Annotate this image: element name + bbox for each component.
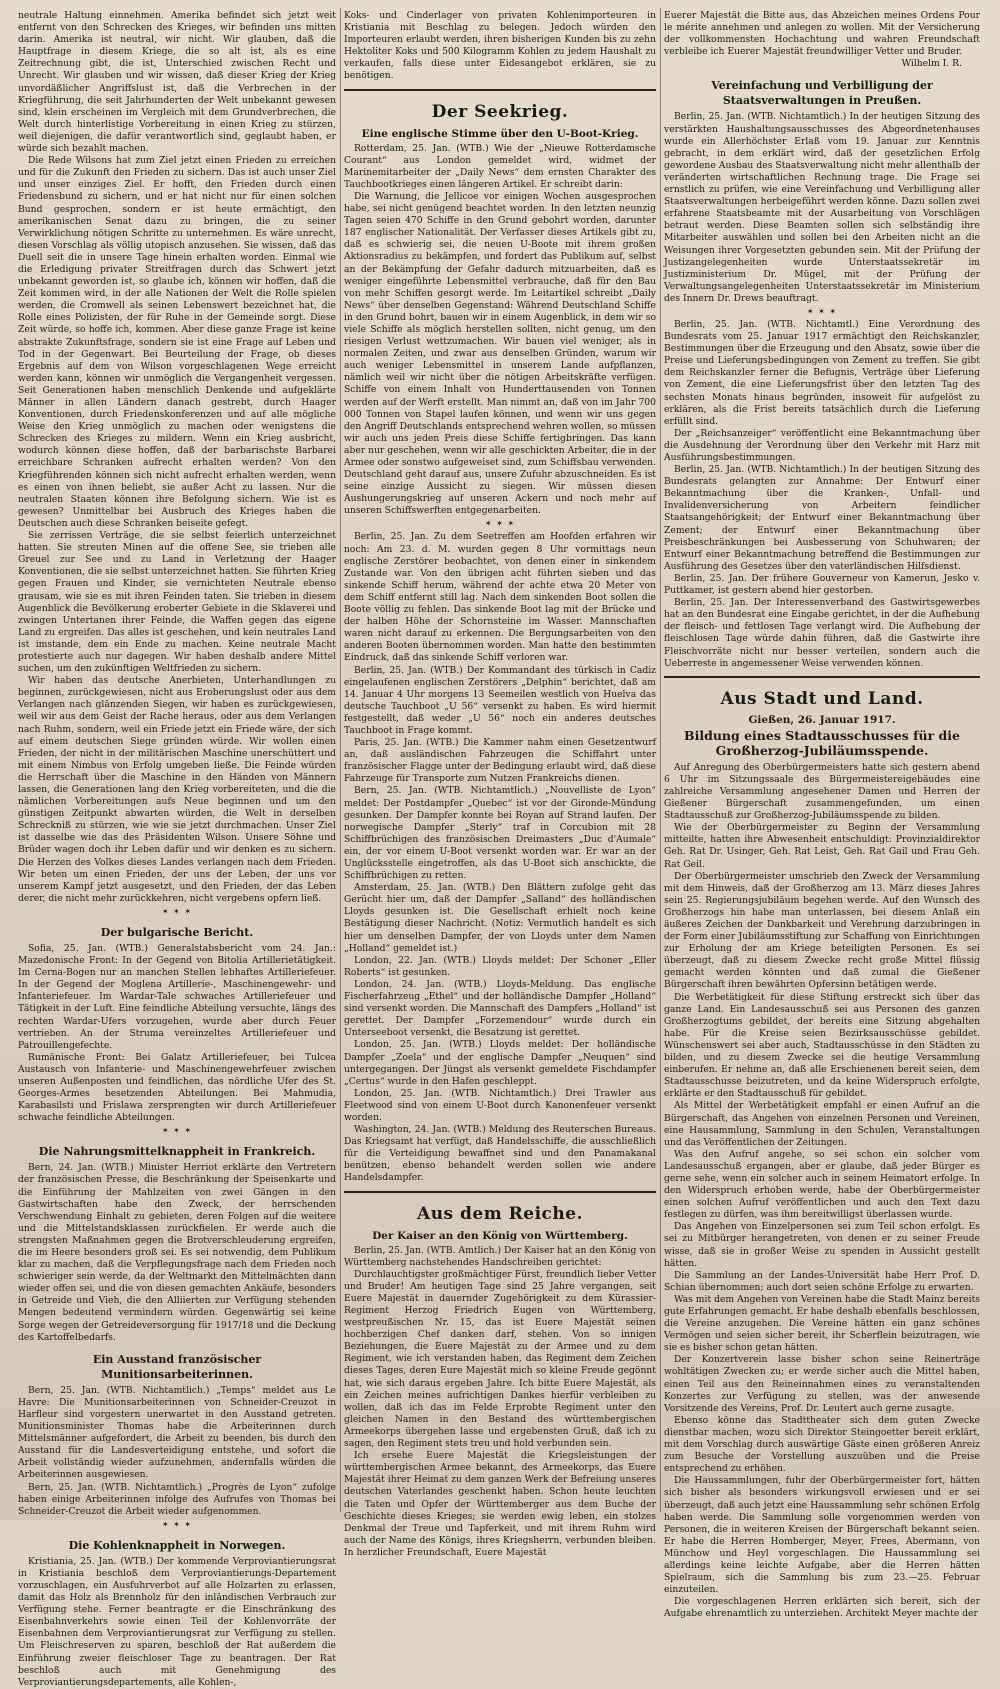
article-paragraph: Berlin, 25. Jan. (WTB.) Der Kommandant des türkisch in Cadiz eingelaufenen englischen Zerstörers „Delphin“ berichtet, daß am 14. Januar 4 Uhr morgens 13 Seemeilen westlich von Huelva das deutsche Tauchboot „U 56“ versenkt zu haben. Es wird hiermit festgestellt, daß weder „U 56“ noch ein anderes deutsches Tauchboot in Frage kommt. — [344, 664, 656, 736]
article-paragraph: Was den Aufruf angehe, so sei schon ein solcher vom Landesausschuß ergangen, aber er glaube, daß jeder Bürger es gerne sehe, wenn ein solcher auch in seinem Heimatort erfolge. In den Widerspruch erhoben werde, habe der Oberbürgermeister einen solchen Aufruf veröffentlichen und auch den Text dazu festlegen zu dürfen, was ihm bereitwilligst überlassen wurde. — [664, 1148, 980, 1221]
section-heading-food-shortage: Die Nahrungsmittelknappheit in Frankreich. — [38, 1145, 316, 1159]
article-paragraph: Die Sammlung an der Landes-Universität habe Herr Prof. D. Schian übernommen; auch dort seien schöne Erfolge zu erwarten. — [664, 1269, 980, 1293]
section-divider — [344, 89, 656, 91]
article-paragraph: Kristiania, 25. Jan. (WTB.) Der kommende Verproviantierungsrat in Kristiania beschloß dem Verproviantierungs-Departement vorzuschlagen, ein Ausfuhrverbot auf alle Holzarten zu erlassen, damit das Holz als Brennholz für den inländischen Verbrauch zur Verfügung stehe. Ferner beantragte er die Einschränkung des Eisenbahnverkehrs sowie einen Teil der Kohlenvorräte der Eisenbahnen dem Verproviantierungsrat zur Verfügung zu stellen. Um Fleischreserven zu sparen, beschloß der Rat außerdem die Einführung zweier fleischloser Tage zu beantragen. Der Rat beschloß auch mit Genehmigung des Verproviantierungsdepartements, alle Kohlen-, — [18, 1555, 336, 1688]
subheading-english-voice: Eine englische Stimme über den U-Boot-Krieg. — [361, 127, 639, 140]
section-heading-bulgarian-report: Der bulgarische Bericht. — [100, 925, 254, 939]
article-paragraph: Berlin, 25. Jan. Zu dem Seetreffen am Hoofden erfahren wir noch: Am 23. d. M. wurden gegen 8 Uhr vormittags neun englische Zerstörer beobachtet, von denen einer in sinkendem Zustande war. Von den übrigen acht führten sieben und das sinkende Schiff herum, während der achte etwa 20 Meter von dem Schiff entfernt still lag. Nach dem sinkenden Boot sollen die Boote völlig zu fehlen. Das sinkende Boot lag mit der Brücke und der halben Höhe der Schornsteine im Wasser. Mannschaften waren nicht darauf zu erkennen. Die Bergungsarbeiten von den anderen Booten übernommen worden. Man hatte den bestimmten Eindruck, daß das sinkende Schiff verloren war. — [344, 531, 656, 664]
column-rule — [340, 8, 341, 1512]
article-paragraph: Berlin, 25. Jan. Der frühere Gouverneur von Kamerun, Jesko v. Puttkamer, ist gestern abend hier gestorben. — [664, 572, 980, 597]
article-paragraph: Die Rede Wilsons hat zum Ziel jetzt einen Frieden zu erreichen und für die Zukunft den Frieden zu sichern. Das ist auch unser Ziel und unser einziges Ziel. Er hofft, den Frieden durch einen Friedensbund zu sichern, und er hat nicht nur für einen solchen Bund gesprochen, sondern er ist heute ermächtigt, den amerikanischen Senat dazu zu bringen, die zu seiner Verwirklichung nötigen Schritte zu unternehmen. Es wäre unrecht, diesen Vorschlag als völlig utopisch anzusehen. Sie wissen, daß das Duell seit die in unsere Tage hinein erhalten worden. Einmal wie die Erledigung privater Streitfragen durch das Schwert jetzt unbekannt geworden ist, so glaube ich, können wir hoffen, daß die Zeit kommen wird, in der alle Nationen der Welt die Rolle spielen werden, die Cromwell als seinen Lebenswert bezeichnet hat, die Rolle eines Polizisten, der für Ruhe in der Gemeinde sorgt. Diese Zeit würde, so hoffe ich, kommen. Aber diese ganze Frage ist keine abstrakte Zukunftsfrage, sondern sie ist eine Frage auf Leben und Tod in der Gegenwart. Bei Beurteilung der Frage, ob dieses Ergebnis auf dem von Wilson vorgeschlagenen Wege erreicht werden kann, können wir unmöglich die Vergangenheit vergessen. Seit Generationen haben menschlich Denkende und aufgeklärte Männer in allen Ländern danach gestrebt, durch Haager Konventionen, durch Friedenskonferenzen und auf alle mögliche Weise den Krieg unmöglich zu machen oder wenigstens die Schrecken des Krieges zu mildern. Wenn ein Krieg ausbricht, wodurch können diese hoffen, daß der barbarischste Barbarei erreichbare Schranken aufrecht erhalten werden? Von den Kriegführenden können sich nicht aufrecht erhalten werden, wenn es einen von ihnen beliebt, sie außer Acht zu lassen. Nur die neutralen Staaten können ihre Befolgung sichern. Wie ist es gewesen? Unmittelbar bei Ausbruch des Krieges haben die Deutschen auch diese Schranken beiseite gefegt. — [18, 155, 336, 529]
article-paragraph: Der „Reichsanzeiger“ veröffentlicht eine Bekanntmachung über die Ausdehnung der Verordnung über den Verkehr mit Harz mit Ausführungsbestimmungen. — [664, 427, 980, 463]
article-paragraph: Berlin, 25. Jan. (WTB. Nichtamtl.) Eine Verordnung des Bundesrats vom 25. Januar 1917 ermächtigt den Reichskanzler, Bestimmungen über die Erzeugung und den Absatz, sowie über die Preise und Lieferungsbedingungen von Zement zu treffen. Sie gibt dem Reichskanzler ferner die Befugnis, Verträge über Lieferung von Zement, die eine Lieferungsfrist über den letzten Tag des sechsten Monats hinaus begründen, insoweit für aufgelöst zu erklären, als die Frist bereits tatsächlich durch die Lieferung erfüllt sind. — [664, 318, 980, 427]
section-heading-aus-dem-reiche: Aus dem Reiche. — [417, 1203, 583, 1224]
ornament-divider: ✶ ✶ ✶ — [484, 519, 516, 529]
article-paragraph: Sofia, 25. Jan. (WTB.) Generalstabsbericht vom 24. Jan.: Mazedonische Front: In der Gegend von Bitolia Artillerietätigkeit. Im Cerna-Bogen nur an manchen Stellen lebhaftes Artilleriefeuer. In der Gegend der Moglena Artillerie-, Maschinengewehr- und Infanteriefeuer. Im Wardar-Tale schwaches Artilleriefeuer und Tätigkeit in der Luft. Eine feindliche Abteilung versuchte, längs des rechten Wardar-Ufers vorzugehen, wurde aber durch Feuer vertrieben. An der Struma vereinzeltes Artilleriefeuer und Patrouillengefechte. — [18, 942, 336, 1051]
article-paragraph: Als Mittel der Werbetätigkeit empfahl er einen Aufruf an die Bürgerschaft, das Angehen von einzelnen Personen und Vereinen, eine Hausammlung, Sammlung in den Schulen, Veranstaltungen und das Veröffentlichen der Zeitungen. — [664, 1100, 980, 1148]
ornament-divider: ✶ ✶ ✶ — [806, 306, 838, 316]
column-middle — [344, 10, 656, 1558]
article-paragraph: Durchlauchtigster großmächtiger Fürst, freundlich lieber Vetter und Bruder! Am heutigen Tage sind 25 Jahre vergangen, seit Euere Majestät in dauernder Zugehörigkeit zu dem Kürassier-Regiment Herzog Friedrich Eugen von Württemberg, westpreußischen Nr. 15, das ist Euere Majestät seinen hochberzigen Chef danken darf, stehen. Von so innigen Beziehungen, die Euere Majestät zu der Armee und zu dem Regiment, wie ich verstanden haben, das Regiment dem Zeichen dieses Tages, deren Eure Majestät mich so kleine Freude gegönnt hat, wie sich daraus ergeben Jahre. Ich bitte Euere Majestät, als ein Zeichen meines aufrichtigen Dankes hierfür verbleiben zu wollen, daß ich das im Felde Erprobte Regiment unter den gleichen Namen in den Bestand des württembergischen Armeekorps übergehen lasse und ergebensten Gruß, daß ich zu sagen, den Regiment stets treu und hold verbunden sein. — [344, 1268, 656, 1450]
signature-line: Wilhelm I. R. — [901, 58, 962, 70]
article-paragraph: Bern, 24. Jan. (WTB.) Minister Herriot erklärte den Vertretern der französischen Presse, die Beschränkung der Speisenkarte und die Einführung der Mahlzeiten von zwei Gängen in den Gastwirtschaften habe den Zweck, der herrschenden Verschwendung Einhalt zu gebieten, deren Folgen auf die weitere und die Mittelstandsklassen zurückfielen. Er werde auch die strengsten Maßnahmen gegen die Brotverschleuderung ergreifen, die im Heere besonders groß sei. Es sei notwendig, dem Publikum klar zu machen, daß die Verpflegungsfrage nach dem Frieden noch schwieriger sein werde, da der Weltmarkt den Mittelmächten dann wieder offen sei, und die von diesen gemachten Ankäufe, besonders in Getreide und Vieh, die den Alliierten zur Verfügung stehenden Mengen bedeutend vermindern würden. Gegenwärtig sei keine Sorge wegen der Getreideversorgung für 1917/18 und die Deckung des Kartoffelbedarfs. — [18, 1162, 336, 1343]
article-paragraph: Die Haussammlungen, fuhr der Oberbürgermeister fort, hätten sich bisher als besonders wirkungsvoll erwiesen und er sei überzeugt, daß auch jetzt eine Haussammlung sehr schönen Erfolg haben werde. Die Sammlung solle vorgenommen werden von Personen, die in weiteren Kreisen der Bürgerschaft bekannt seien. Er habe die Herren Homberger, Meyer, Frees, Abermann, von Münchow und Heyl vorgeschlagen. Die Haussammlung sei allerdings keine leichte Aufgabe, aber die Herren hätten Spielraum, sich die Sammlung bis zum 23.—25. Februar einzuteilen. — [664, 1475, 980, 1596]
section-heading-stadt-und-land: Aus Stadt und Land. — [720, 688, 924, 709]
article-paragraph: neutrale Haltung einnehmen. Amerika befindet sich jetzt weit entfernt von den Schrecken des Krieges, wir befinden uns mitten darin. Amerika ist neutral, wir nicht. Wir glauben, daß die Hauptfrage in diesem Kriege, die so alt ist, als es eine Zeitrechnung gibt, die ist, Unterschied zwischen Recht und Unrecht. Wir glauben und wir wissen, daß dieser Krieg der Krieg unvordäßlicher Angriffslust ist, daß die Verbrechen in der Kriegführung, die seit Jahrhunderten der Welt unbekannt gewesen sind, klein erscheinen im Vergleich mit dem Grundverbrechen, die Welt durch hinterlistige Vorbereitung in einen Krieg zu stürzen, weil diejenigen, die dafür verantwortlich sind, geglaubt haben, er würde sich bezahlt machen. — [18, 10, 336, 155]
article-paragraph: Was mit dem Angehen von Vereinen habe die Stadt Mainz bereits gute Erfahrungen gemacht. Er habe deshalb ebenfalls beschlossen, die Vereine anzugehen. Die Vereine hätten ein ganz schönes Vermögen und seien sicher bereit, ihr Scherflein beizutragen, wie sie es bisher schon getan hätten. — [664, 1293, 980, 1354]
article-paragraph: Amsterdam, 25. Jan. (WTB.) Den Blättern zufolge geht das Gerücht hier um, daß der Dampfer „Salland“ des holländischen Lloyds gesunken ist. Die Gesellschaft erhielt noch keine Bestätigung dieser Nachricht. (Notiz: Vermutlich handelt es sich hier um denselben Dampfer, der von Lloyds unter dem Namen „Holland“ gemeldet ist.) — [344, 882, 656, 954]
section-heading-coal-shortage: Die Kohlenknappheit in Norwegen. — [68, 1538, 286, 1552]
article-paragraph: Die vorgeschlagenen Herren erklärten sich bereit, sich der Aufgabe ehrenamtlich zu unterziehen. Architekt Meyer machte der — [664, 1596, 980, 1620]
article-paragraph: Berlin, 25. Jan. (WTB. Amtlich.) Der Kaiser hat an den König von Württemberg nachstehendes Handschreiben gerichtet: — [344, 1244, 656, 1268]
column-left — [18, 10, 336, 1688]
article-paragraph: Bern, 25. Jan. (WTB. Nichtamtlich.) „Progrès de Lyon“ zufolge haben einige Arbeiterinnen infolge des Aufrufes von Thomas bei Schneider-Creuzot die Arbeit wieder aufgenommen. — [18, 1481, 336, 1517]
ornament-divider: ✶ ✶ ✶ — [161, 1519, 193, 1529]
article-paragraph: Bern, 25. Jan. (WTB. Nichtamtlich.) „Nouvelliste de Lyon“ meldet: Der Postdampfer „Quebec“ ist vor der Gironde-Mündung gesunken. Der Dampfer konnte bei Royan auf Strand laufen. Der norwegische Dampfer „Sterly“ traf in Corcubion mit 28 Schiffbrüchigen des französischen Dreimasters „Duc d'Aumale“ ein, der vor einem U-Boot versenkt worden war. Er war an der Unglücksstelle eingetroffen, als das U-Boot sich anschickte, die Schiffbrüchigen zu retten. — [344, 785, 656, 882]
article-paragraph: Berlin, 25. Jan. (WTB. Nichtamtlich.) In der heutigen Sitzung des Bundesrats gelangten zur Annahme: Der Entwurf einer Bekanntmachung über die Kranken-, Unfall- und Invalidenversicherung von Arbeitern feindlicher Staatsangehörigkeit; der Entwurf einer Bekanntmachung über Zement; der Entwurf einer Bekanntmachung über Preisbeschränkungen bei Ausbesserung von Schuhwaren; der Entwurf einer Bekanntmachung betreffend die Bestimmungen zur Ausführung des Gesetzes über den vaterländischen Hilfsdienst. — [664, 464, 980, 572]
article-paragraph: Das Angehen von Einzelpersonen sei zum Teil schon erfolgt. Es sei zu Mitbürger herangetreten, von denen er zu seiner Freude wisse, daß sie in großer Weise zu spenden in Aussicht gestellt hätten. — [664, 1221, 980, 1269]
article-paragraph: Wie der Oberbürgermeister zu Beginn der Versammlung mitteilte, hatten ihre Abwesenheit entschuldigt: Provinzialdirektor Geh. Rat Dr. Usinger, Geh. Rat Leist, Geh. Rat Gail und Frau Geh. Rat Geil. — [664, 822, 980, 870]
article-paragraph: Die Werbetätigkeit für diese Stiftung erstreckt sich über das ganze Land. Ein Landesausschuß sei aus Personen des ganzen Großherzogtums gebildet, der bereits eine Sitzung abgehalten habe. Für die Kreise seien Bezirksausschüsse gebildet. Wünschenswert sei aber auch, Stadtausschüsse in den Städten zu bilden, und zu diesem Zwecke sei die heutige Versammlung einberufen. Er nehme an, daß alle Erschienenen bereit seien, dem Stadtausschusse beizutreten, und da keine Widerspruch erfolgte, erklärte er den Stadtausschuß für gebildet. — [664, 991, 980, 1100]
article-paragraph: Auf Anregung des Oberbürgermeisters hatte sich gestern abend 6 Uhr im Sitzungssaale des Bürgermeistereigebäudes eine zahlreiche Versammlung angesehener Damen und Herren der Gießener Bürgerschaft zusammengefunden, um einen Stadtausschuß zur Großherzog-Jubiläumsspende zu bilden. — [664, 761, 980, 822]
article-paragraph: Rotterdam, 25. Jan. (WTB.) Wie der „Nieuwe Rotterdamsche Courant“ aus London gemeldet wird, widmet der Marinemitarbeiter der „Daily News“ dem ernsten Charakter des Tauchbootkrieges einen längeren Artikel. Er schreibt darin: — [344, 142, 656, 190]
article-paragraph: London, 25. Jan. (WTB. Nichtamtlich.) Drei Trawler aus Fleetwood sind von einem U-Boot durch Kanonenfeuer versenkt worden. — [344, 1087, 656, 1123]
column-right — [664, 10, 980, 1620]
article-paragraph: Koks- und Cinderlager von privaten Kohlenimporteuren in Kristiania mit Beschlag zu belegen. Jedoch würden den Importeuren erlaubt werden, ihren bisherigen Kunden bis zu zehn Hektoliter Koks und 500 Kilogramm Kohlen zu jedem Haushalt zu verkaufen, falls diese unter Eidesangebot erklären, sie zu benötigen. — [344, 10, 656, 82]
article-paragraph: Rumänische Front: Bei Galatz Artilleriefeuer, bei Tulcea Austausch von Infanterie- und Maschinengewehrfeuer zwischen unseren Außenposten und feindlichen, das nördliche Ufer des St. Georges-Armes besetzenden Abteilungen. Bei Mahmudia, Karabasilsti und Frislawa zersprengten wir durch Artilleriefeuer schwache feindliche Abteilungen. — [18, 1051, 336, 1124]
article-paragraph: London, 22. Jan. (WTB.) Lloyds meldet: Der Schoner „Eller Roberts“ ist gesunken. — [344, 954, 656, 978]
article-paragraph: Ich ersehe Euere Majestät die Kriegsleistungen der württembergischen Armee bekannt, des Armeekorps, das Euere Majestät ihrer Heimat zu dem ganzen Werk der Befreiung unseres deutschen Vaterlandes geschenkt haben. Schon heute leuchten die Taten und Opfer der Württemberger aus dem Buche der Geschichte dieses Krieges; sie werden ewig leben, ein stolzes Denkmal der Treue und Tapferkeit, und mit ihrem Ruhm wird auch der Name des Königs, ihres Kriegsherrn, verbunden bleiben. In herzlicher Freundschaft, Euere Majestät — [344, 1450, 656, 1558]
subheading-kaiser-letter: Der Kaiser an den König von Württemberg. — [372, 1229, 628, 1242]
section-heading-seekrieg: Der Seekrieg. — [431, 101, 569, 122]
article-paragraph: Washington, 24. Jan. (WTB.) Meldung des Reuterschen Bureaus. Das Kriegsamt hat verfügt, daß Handelsschiffe, die ausschließlich für die Verteidigung bewaffnet sind und den Panamakanal benützen, ebenso behandelt werden sollen wie andere Handelsdampfer. — [344, 1124, 656, 1184]
article-paragraph: London, 24. Jan. (WTB.) Lloyds-Meldung. Das englische Fischerfahrzeug „Ethel“ und der holländische Dampfer „Holland“ sind versenkt worden. Die Mannschaft des Dampfers „Holland“ ist gerettet. Der Dampfer „Forzemendour“ wurde durch ein Unterseeboot versenkt, die Besatzung ist gerettet. — [344, 978, 656, 1039]
article-paragraph: Der Konzertverein lasse bisher schon seine Reinerträge wohltätigen Zwecken zu; er werde sicher auch die Mittel haben, einen Teil aus den Reineinnahmen eines zu veranstaltenden Konzertes zur Verfügung zu stellen, was der anwesende Vorsitzende des Vereins, Prof. Dr. Leutert auch gerne zusagte. — [664, 1354, 980, 1414]
article-headline: Bildung eines Stadtausschusses für die Großherzog-Jubiläumsspende. — [684, 727, 960, 758]
column-rule — [660, 8, 661, 1512]
article-paragraph: Berlin, 25. Jan. Der Interessenverband des Gastwirtsgewerbes hat an den Bundesrat eine Eingabe gerichtet, in der die Aufhebung der fleisch- und fettlosen Tage verlangt wird. Die Aufhebung der fleischlosen Tage würde dahin führen, daß die Gastwirte ihre Fleischvorräte nicht nur besser verteilen, sondern auch die Ueberreste in angemessener Weise verwenden können. — [664, 597, 980, 669]
dateline: Gießen, 26. Januar 1917. — [748, 713, 896, 726]
article-paragraph: Berlin, 25. Jan. (WTB. Nichtamtlich.) In der heutigen Sitzung des verstärkten Haushaltungsausschusses des Abgeordnetenhauses wurde ein Allerhöchster Erlaß vom 19. Januar zur Kenntnis gebracht, in dem erklärt wird, daß der gesetzlichen Erfolg gewordene Ausbau des Staatsverwaltung nicht mehr allenthalb der veränderten wirtschaftlichen Rechnung trage. Die Frage sei ernstlich zu prüfen, wie eine Vereinfachung und Verbilligung aller Staatsverwaltungen herbeigeführt werden könne. Dazu sollen zwei erfahrene Staatsbeamte mit der Ausarbeitung von Vorschlägen betraut werden. Diese Beamten sollen sich selbständig ihre Mitarbeiter auswählen und sollen bei den Arbeiten nicht an die Weisungen ihrer Vorgesetzten gebunden sein. Mit der Prüfung der Justizangelegenheiten wurde Unterstaatssekretär im Justizministerium Dr. Mügel, mit der Prüfung der Verwaltungsangelegenheiten Unterstaatssekretär im Ministerium des Innern Dr. Drews beauftragt. — [664, 111, 980, 304]
article-paragraph: Sie zerrissen Verträge, die sie selbst feierlich unterzeichnet hatten. Sie streuten Minen auf die offene See, sie trieben alle Greuel zur See und zu Land in Verletzung der Haager Konventionen, die sie selbst unterzeichnet hatten. Sie führten Krieg gegen Frauen und Kinder, sie vernichteten Neutrale ebenso grausam, wie sie es mit ihren Feinden taten. Sie trieben in diesem Augenblick die Bevölkerung eroberter Gebiete in die Sklaverei und zwingen Untertanen ihrer Feinde, die Waffen gegen das eigene Land zu ergreifen. Das alles ist geschehen, und kein neutrales Land ist imstande, dem ein Ende zu machen. Keine neutrale Macht protestierte auch nur dagegen. Wir haben deshalb andere Mittel suchen, um den zukünftigen Weltfrieden zu sichern. — [18, 530, 336, 675]
section-heading-administration: Vereinfachung und Verbilligung der Staatsverwaltungen in Preußen. — [711, 79, 933, 108]
article-paragraph: Der Oberbürgermeister umschrieb den Zweck der Versammlung mit dem Hinweis, daß der Großherzog am 13. März dieses Jahres sein 25. Regierungsjubiläum begehen werde. Auf den Wunsch des Großherzogs hin habe man unterlassen, bei diesem Anlaß ein äußeres Zeichen der Dankbarkeit und Verehrung darzubringen in der Form einer Jubiläumsstiftung zur Schaffung von Einrichtungen zur Erholung der am Kriege beteiligten Personen. Es sei überzeugt, daß zu diesem Zwecke recht große Mittel flüssig gemacht werden könnten und daß zumal die Gießener Bürgerschaft ihren bewährten Opfersinn betätigen werde. — [664, 870, 980, 991]
section-divider — [344, 1191, 656, 1193]
section-heading-strike: Ein Ausstand französischer Munitionsarbeiterinnen. — [92, 1352, 262, 1381]
article-paragraph: Ebenso könne das Stadttheater sich dem guten Zwecke dienstbar machen, wozu sich Direktor Steingoetter bereit erklärt, mit dem Vorschlag durch auswärtige Gäste einen größeren Anreiz zum Besuche der Vorstellung auszuüben und die Preise entsprechend zu erhöhen. — [664, 1414, 980, 1475]
article-paragraph: Die Warnung, die Jellicoe vor einigen Wochen ausgesprochen habe, sei nicht genügend beachtet worden. In den letzten neunzig Tagen seien 470 Schiffe in den Grund gebohrt worden, darunter 187 englischer Nationalität. Der Verfasser dieses Artikels gibt zu, daß es schwierig sei, die neuen U-Boote mit ihrem großen Aktionsradius zu bekämpfen, und fordert das Publikum auf, selbst an der Bekämpfung der Gefahr dadurch mitzuarbeiten, daß es weniger eingeführte Lebensmittel verbrauche, daß für den Bau von mehr Schiffen gesorgt werde. Im Leitartikel schreibt „Daily News“ über denselben Gegenstand: Während Deutschland Schiffe in den Grund bohrt, bauen wir in einem Augenblick, in dem wir so viele Schiffe als möglich herstellen sollten, nicht genug, um den riesigen Verlust wettzumachen. Wir bauen viel weniger, als in normalen Zeiten, und zwar aus denselben Gründen, warum wir auch weniger Lebensmittel in unserem Lande aufpflanzen, nämlich weil wir nicht über die nötigen Arbeitskräfte verfügen. Schiffe von einem Inhalt von Hunderttausenden von Tonnen werden auf der Werft erstellt. Man nimmt an, daß von im Jahr 700 000 Tonnen von Stapel laufen können, und wenn wir uns gegen den Angriff Deutschlands entsprechend wehren wollen, so müssen wir auch uns jeden Preis diese Schiffe fertigbringen. Das kann aber nur geschehen, wenn wir alle geschickten Arbeiter, die in der Armee oder sonstwo aufgeweiset sind, zum Schiffsbau verwenden. Deutschland geht darauf aus, unsere Zufuhr abzuschneiden. Es ist seine einzige Aussicht zu siegen. Wir müssen diesen Aushungerungskrieg auf unseren Ackern und noch mehr auf unseren Schiffswerften entgegenarbeiten. — [344, 190, 656, 517]
article-paragraph: Wir haben das deutsche Anerbieten, Unterhandlungen zu beginnen, zurückgewiesen, nicht aus Eroberungslust oder aus dem Verlangen nach glänzenden Siegen, wir haben es zurückgewiesen, weil wir aus dem Geist der Rache heraus, oder aus dem Verlangen nach Ruhm, sondern, weil ein Friede jetzt ein Friede wäre, der sich auf einem deutschen Siege gründen würde. Wir wollen einen Frieden, der nicht in der militärischen Maschine unerschüttert und mit einem Nimbus von Erfolg umgeben ließe. Die Feinde würden die Herrschaft über die Maschine in den Händen von Männern lassen, die Generationen lang den Krieg vorbereiteten, und die die nämlichen Vorbereitungen aufs Neue beginnen und um den günstigen Zeitpunkt abwarten würden, die Welt in derselben Schreckniß zu stürzen, wie wie sie jetzt durchmachen. Unser Ziel ist dasselbe wie das des Präsidenten Wilson. Unsere Söhne und Brüder wagen doch ihr Leben dafür und wir denken es zu sichern. Die Herzen des Volkes dieses Landes verlangen nach dem Frieden. Wir beten um einen Frieden, der uns der Leben, der uns vor unserem Kampf jetzt ausgesetzt, und den Frieden, der das Leben derer, die nicht mehr zurückkehren, nicht vergebens opfern ließ. — [18, 675, 336, 904]
section-divider — [664, 676, 980, 678]
article-paragraph: London, 25. Jan. (WTB.) Lloyds meldet: Der holländische Dampfer „Zoela“ und der englische Dampfer „Neuquen“ sind untergegangen. Der Jüngst als versenkt gemeldete Fischdampfer „Certus“ wurde in den Hafen geschleppt. — [344, 1039, 656, 1087]
ornament-divider: ✶ ✶ ✶ — [161, 1126, 193, 1136]
article-paragraph: Euerer Majestät die Bitte aus, das Abzeichen meines Ordens Pour le mérite annehmen und anlegen zu wollen. Mit der Versicherung der vollkommensten Hochachtung und wahren Freundschaft verbleibe ich Euerer Majestät freundwilliger Vetter und Bruder. — [664, 10, 980, 58]
article-paragraph: Bern, 25. Jan. (WTB. Nichtamtlich.) „Temps“ meldet aus Le Havre: Die Munitionsarbeiterinnen von Schneider-Creuzot in Harfleur sind vorgestern unerwartet in den Ausstand getreten. Munitionsminister Thomas habe die Arbeiterinnen durch Mittelsmänner aufgefordert, die Arbeit zu beenden, bis durch den Ausstand für die Landesverteidigung entstehe, und sofort die Arbeit vollständig wieder aufzunehmen, andernfalls würden die Arbeiterinnen ausgewiesen. — [18, 1384, 336, 1481]
ornament-divider: ✶ ✶ ✶ — [161, 906, 193, 916]
article-paragraph: Paris, 25. Jan. (WTB.) Die Kammer nahm einen Gesetzentwurf an, daß ausländischen Fahrzeugen die Schiffahrt unter französischer Flagge unter der Bedingung erlaubt wird, daß diese Fahrzeuge für Transporte zum Nutzen Frankreichs dienen. — [344, 737, 656, 785]
